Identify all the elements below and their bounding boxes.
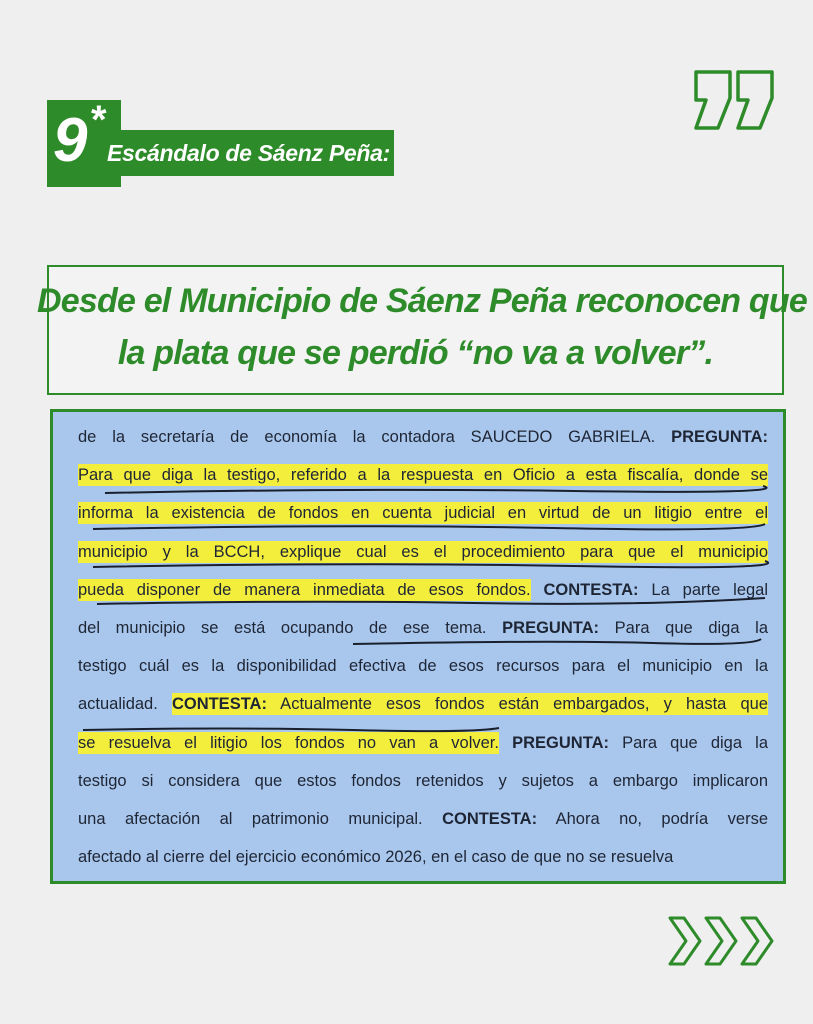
answer-label: CONTESTA:	[442, 809, 538, 828]
document-line	[78, 577, 768, 615]
headline-box	[37, 265, 807, 395]
triple-chevron-right-icon	[666, 912, 778, 970]
document-line	[78, 539, 768, 577]
document-text-run: testigo cuál es la disponibilidad efectiva de esos recursos para el municipio en la	[78, 657, 768, 676]
document-text-run: La parte legal	[638, 580, 769, 599]
document-text	[78, 424, 768, 882]
badge-title: Escándalo de Sáenz Peña:	[107, 140, 390, 166]
highlighted-text: Para que diga la testigo, referido a la respuesta en Oficio a esta fiscalía, donde se	[78, 466, 768, 485]
question-label: PREGUNTA:	[671, 428, 768, 446]
document-line	[78, 806, 768, 844]
document-excerpt	[50, 409, 786, 884]
answer-label: CONTESTA:	[530, 580, 639, 599]
document-line	[78, 615, 768, 653]
document-text-run: testigo si considera que estos fondos retenidos y sujetos a embargo implicaron	[78, 771, 768, 790]
document-line	[78, 691, 768, 729]
document-text-run: Ahora no, podría verse	[537, 809, 768, 828]
document-line	[78, 500, 768, 538]
answer-label: CONTESTA:	[171, 695, 267, 714]
highlighted-text: pueda disponer de manera inmediata de esos fondos.	[78, 580, 531, 599]
document-text-run: Para que diga la	[609, 733, 768, 752]
document-text-run: una afectación al patrimonio municipal.	[78, 809, 443, 828]
document-text-run: de la secretaría de economía la contadora SAUCEDO GABRIELA.	[78, 428, 672, 446]
question-label: PREGUNTA:	[502, 618, 600, 637]
headline-line-2: la plata que se perdió “no va a volver”.	[117, 334, 714, 372]
highlighted-text: municipio y la BCCH, explique cual es el procedimiento para que el municipio	[78, 542, 768, 561]
closing-quote-icon	[690, 68, 778, 134]
badge-star: *	[91, 98, 107, 142]
document-line	[78, 653, 768, 691]
question-label: PREGUNTA:	[498, 733, 609, 752]
highlighted-text: Actualmente esos fondos están embargados, y hasta que	[266, 695, 768, 714]
document-text-run: afectado al cierre del ejercicio económico 2026, en el caso de que no se resuelva	[78, 848, 674, 867]
document-line	[78, 768, 768, 806]
headline-line-1: Desde el Municipio de Sáenz Peña reconocen que	[37, 282, 807, 320]
document-line	[78, 730, 768, 768]
document-text-run: Para que diga la	[599, 618, 768, 637]
document-line	[78, 424, 768, 462]
highlighted-text: informa la existencia de fondos en cuenta judicial en virtud de un litigio entre el	[78, 504, 768, 523]
badge-number: 9	[53, 106, 88, 175]
document-text-run: del municipio se está ocupando de ese tema.	[78, 618, 503, 637]
highlighted-text: se resuelva el litigio los fondos no van a volver.	[78, 733, 499, 752]
document-text-run: actualidad.	[78, 695, 172, 714]
document-line	[78, 462, 768, 500]
section-badge	[47, 100, 394, 187]
document-line	[78, 844, 768, 882]
